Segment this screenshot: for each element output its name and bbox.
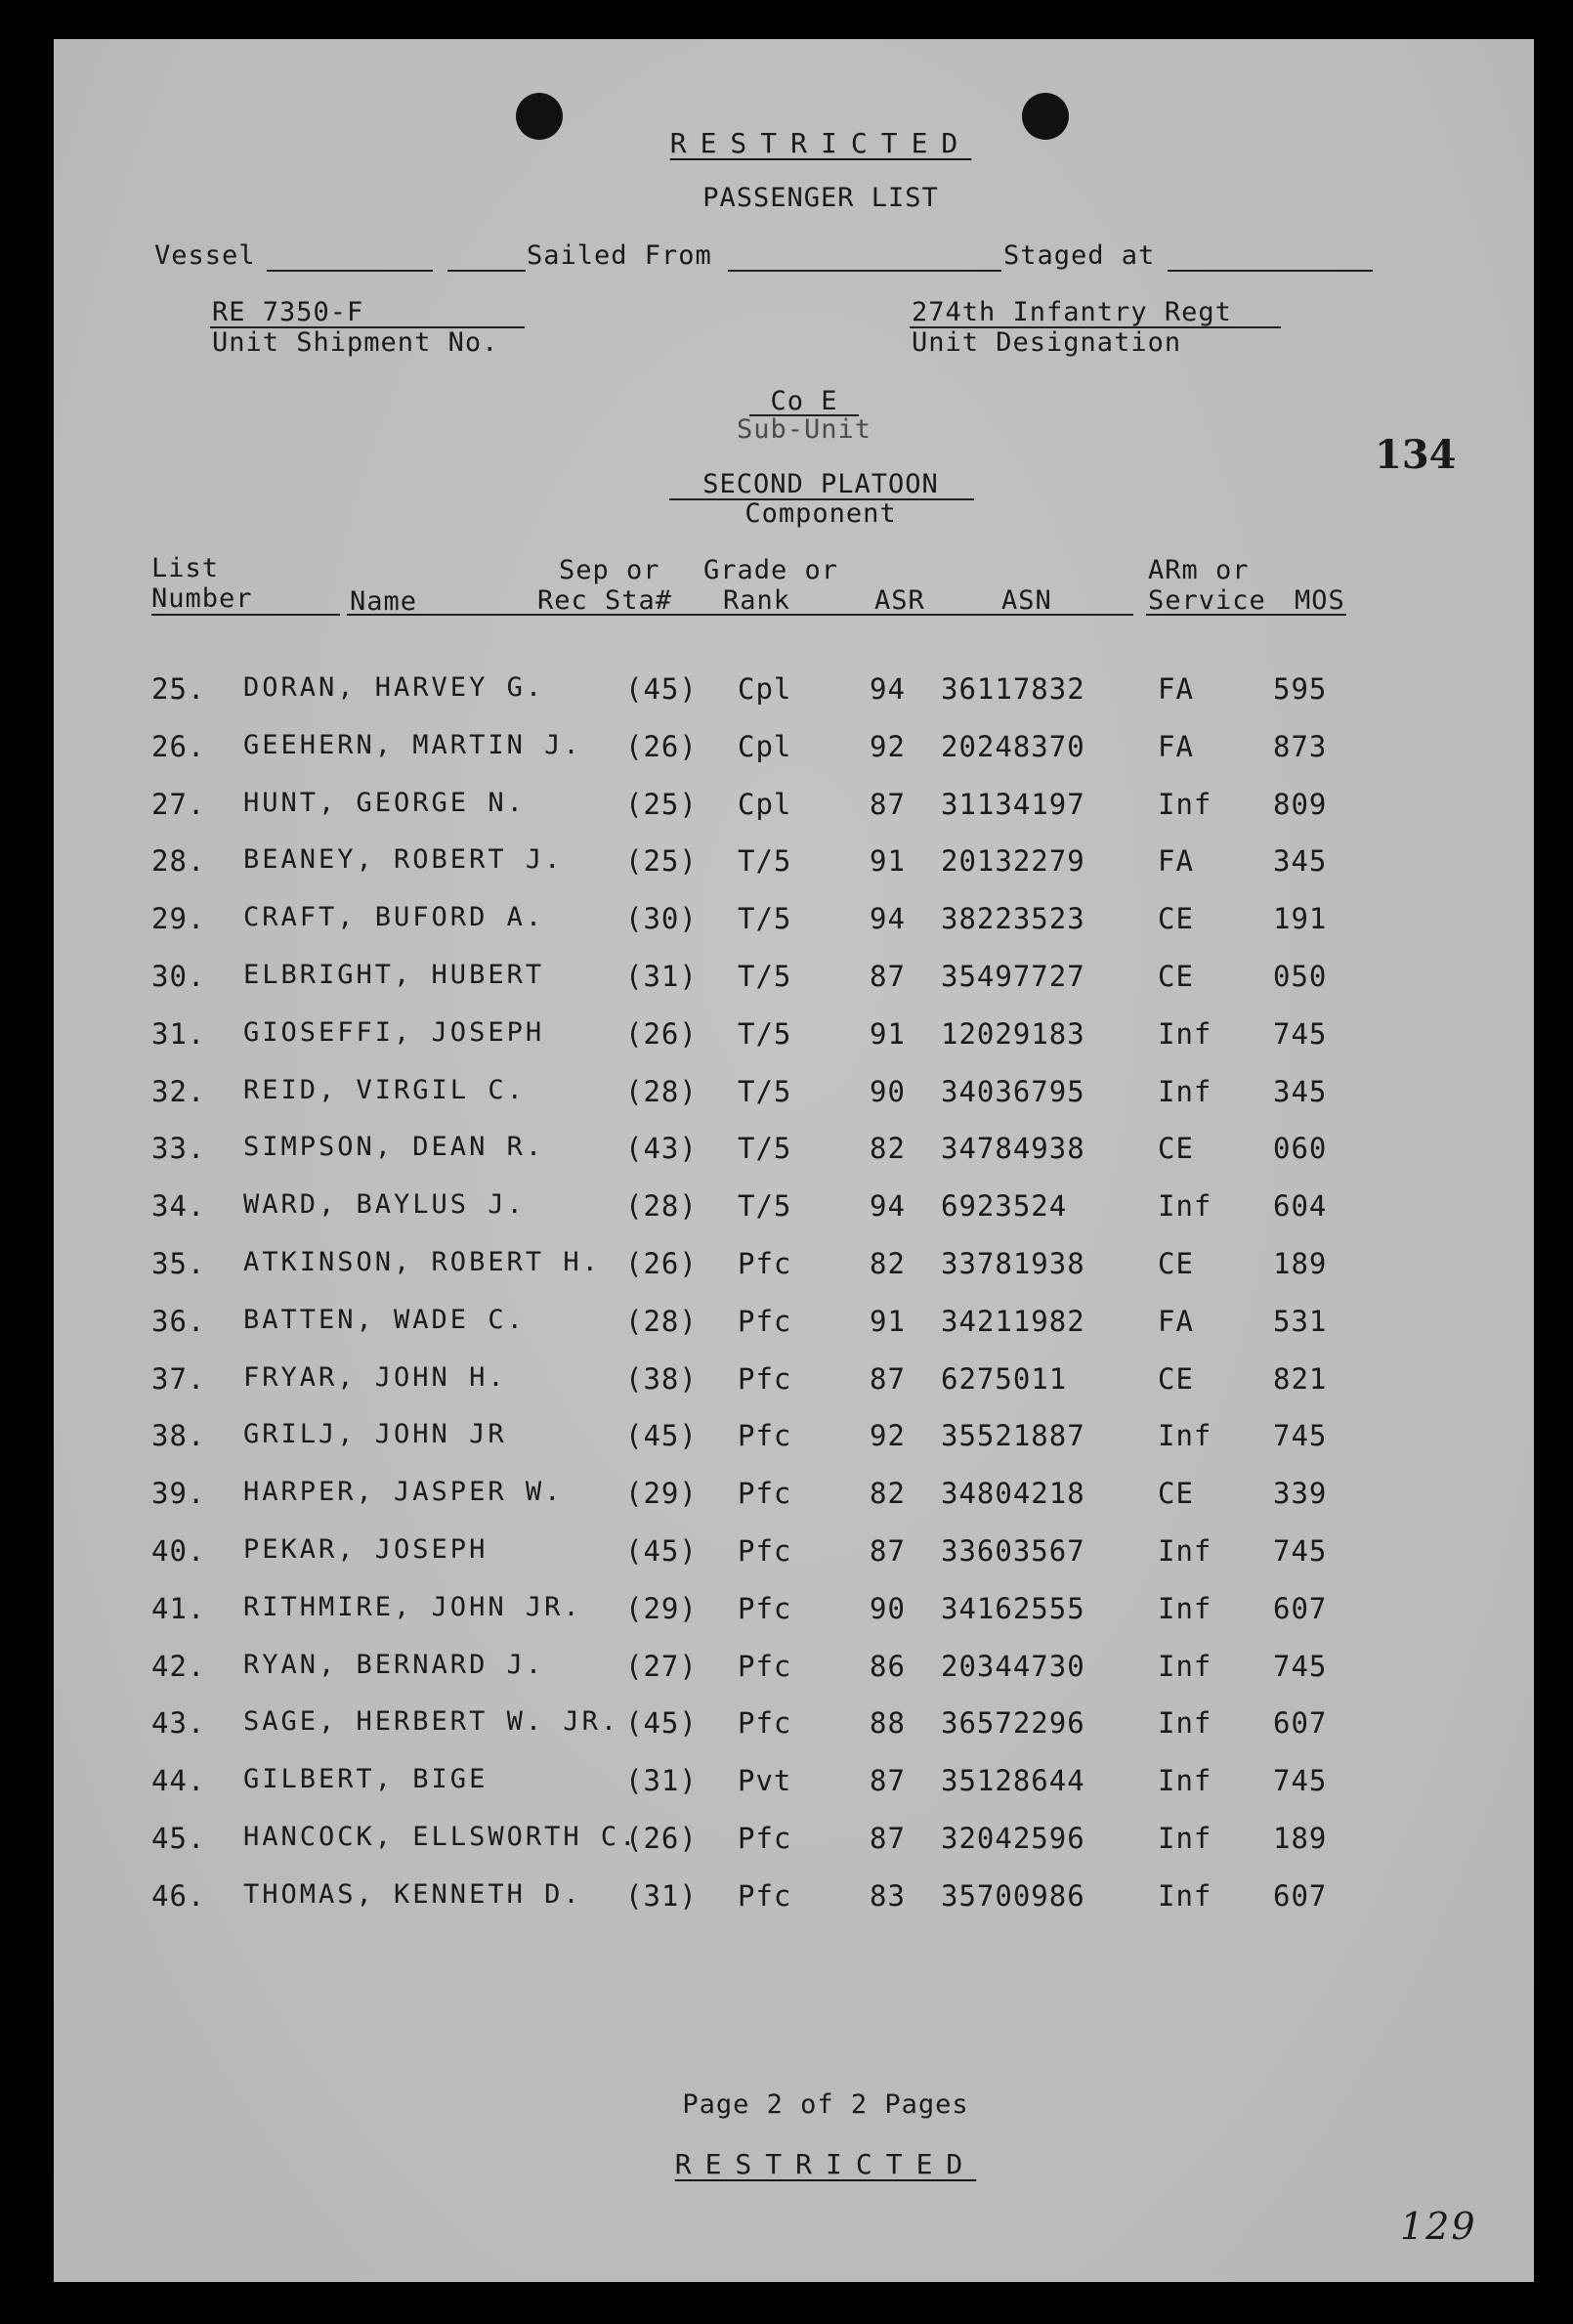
cell-asn: 33603567 [941,1533,1085,1568]
cell-num: 35. [151,1246,206,1280]
cell-asn: 33781938 [941,1246,1085,1280]
cell-arm: Inf [1158,1649,1212,1683]
cell-name: ELBRIGHT, HUBERT [243,959,545,990]
cell-mos: 745 [1273,1764,1328,1798]
table-row [54,902,1534,960]
col-header-number: Number [151,583,253,614]
col-header-grade: Grade or [703,555,839,585]
cell-sep: (28) [625,1189,698,1224]
cell-arm: Inf [1158,1878,1212,1913]
cell-arm: FA [1158,1304,1194,1338]
staged-at-label: Staged at [1003,240,1156,271]
cell-arm: Inf [1158,1016,1212,1051]
cell-num: 28. [151,844,206,879]
cell-mos: 821 [1273,1361,1328,1396]
cell-sep: (45) [625,672,698,706]
cell-num: 25. [151,672,206,706]
cell-mos: 604 [1273,1189,1328,1224]
cell-grade: Pfc [738,1246,792,1280]
cell-num: 39. [151,1477,206,1511]
punch-hole-left [516,93,563,140]
cell-grade: T/5 [738,844,792,879]
unit-designation-label: Unit Designation [912,327,1182,358]
col-header-sep: Sep or [559,555,660,585]
vessel-blank [267,270,433,272]
cell-name: GIOSEFFI, JOSEPH [243,1016,545,1048]
cell-asr: 91 [870,1304,906,1338]
cell-arm: FA [1158,844,1194,879]
cell-sep: (26) [625,1016,698,1051]
page-info: Page 2 of 2 Pages [682,2089,969,2120]
component-label: Component [744,498,897,529]
cell-asr: 82 [870,1246,906,1280]
cell-grade: T/5 [738,959,792,993]
sub-unit-value: Co E [770,386,838,416]
cell-arm: CE [1158,959,1194,993]
cell-num: 40. [151,1533,206,1568]
cell-asr: 87 [870,1764,906,1798]
cell-mos: 339 [1273,1477,1328,1511]
header-rule-1 [151,614,340,616]
cell-grade: Pfc [738,1591,792,1625]
cell-name: RYAN, BERNARD J. [243,1649,545,1680]
table-row [54,672,1534,730]
unit-shipment-label: Unit Shipment No. [212,327,499,358]
cell-arm: CE [1158,902,1194,936]
cell-asr: 90 [870,1074,906,1108]
cell-num: 27. [151,787,206,821]
cell-arm: CE [1158,1132,1194,1166]
cell-name: REID, VIRGIL C. [243,1074,526,1105]
cell-grade: Cpl [738,787,792,821]
cell-grade: Pfc [738,1361,792,1396]
cell-mos: 745 [1273,1419,1328,1453]
cell-sep: (26) [625,1821,698,1855]
sailed-from-blank [728,270,1001,272]
cell-asn: 34784938 [941,1132,1085,1166]
cell-grade: T/5 [738,1189,792,1224]
cell-mos: 345 [1273,1074,1328,1108]
cell-name: ATKINSON, ROBERT H. [243,1246,601,1277]
cell-asr: 82 [870,1477,906,1511]
component-value: SECOND PLATOON [702,469,939,499]
cell-grade: Pfc [738,1477,792,1511]
cell-grade: Pfc [738,1649,792,1683]
cell-asr: 87 [870,787,906,821]
cell-asn: 32042596 [941,1821,1085,1855]
cell-num: 42. [151,1649,206,1683]
cell-asn: 34162555 [941,1591,1085,1625]
table-row [54,1132,1534,1189]
cell-arm: Inf [1158,1821,1212,1855]
cell-arm: Inf [1158,1764,1212,1798]
cell-asn: 12029183 [941,1016,1085,1051]
table-row [54,730,1534,788]
cell-asr: 87 [870,1533,906,1568]
cell-mos: 189 [1273,1246,1328,1280]
cell-asn: 31134197 [941,787,1085,821]
cell-num: 38. [151,1419,206,1453]
table-row [54,1017,1534,1075]
cell-sep: (45) [625,1706,698,1741]
cell-sep: (31) [625,1764,698,1798]
sub-unit-label: Sub-Unit [736,414,872,445]
col-header-arm: ARm or [1148,555,1250,585]
passenger-table [54,672,1534,1937]
cell-arm: Inf [1158,1419,1212,1453]
table-row [54,1822,1534,1879]
table-row [54,788,1534,845]
cell-asn: 20248370 [941,729,1085,763]
table-row [54,1075,1534,1133]
cell-asn: 6275011 [941,1361,1068,1396]
table-row [54,1706,1534,1764]
col-header-rec-sta: Rec Sta# [537,585,673,616]
cell-mos: 873 [1273,729,1328,763]
cell-sep: (31) [625,1878,698,1913]
cell-grade: T/5 [738,1074,792,1108]
cell-arm: FA [1158,729,1194,763]
table-row [54,1764,1534,1822]
cell-grade: Cpl [738,672,792,706]
table-row [54,1189,1534,1247]
table-row [54,1592,1534,1650]
header-rule-2 [347,614,1133,616]
cell-asn: 35497727 [941,959,1085,993]
cell-num: 31. [151,1016,206,1051]
cell-grade: Cpl [738,729,792,763]
cell-mos: 745 [1273,1649,1328,1683]
staged-at-blank [1168,270,1373,272]
sailed-from-label: Sailed From [527,240,712,271]
cell-name: SAGE, HERBERT W. JR. [243,1706,620,1738]
punch-hole-right [1022,93,1069,140]
cell-name: CRAFT, BUFORD A. [243,902,545,933]
restricted-header: RESTRICTED [669,127,972,159]
cell-asn: 38223523 [941,902,1085,936]
cell-arm: CE [1158,1477,1194,1511]
cell-sep: (25) [625,844,698,879]
cell-mos: 189 [1273,1821,1328,1855]
cell-num: 32. [151,1074,206,1108]
cell-asr: 92 [870,1419,906,1453]
cell-name: THOMAS, KENNETH D. [243,1878,582,1910]
cell-sep: (26) [625,729,698,763]
cell-name: DORAN, HARVEY G. [243,672,545,703]
cell-sep: (30) [625,902,698,936]
cell-num: 34. [151,1189,206,1224]
cell-name: GEEHERN, MARTIN J. [243,729,582,760]
cell-grade: Pvt [738,1764,792,1798]
cell-asn: 35128644 [941,1764,1085,1798]
cell-mos: 745 [1273,1533,1328,1568]
cell-asr: 92 [870,729,906,763]
table-row [54,960,1534,1017]
cell-num: 36. [151,1304,206,1338]
cell-num: 26. [151,729,206,763]
cell-arm: Inf [1158,1074,1212,1108]
cell-arm: Inf [1158,787,1212,821]
cell-name: RITHMIRE, JOHN JR. [243,1591,582,1622]
cell-mos: 607 [1273,1591,1328,1625]
cell-name: HANCOCK, ELLSWORTH C. [243,1821,639,1852]
cell-arm: FA [1158,672,1194,706]
cell-name: PEKAR, JOSEPH [243,1533,489,1565]
header-rule-3 [1146,614,1346,616]
cell-grade: T/5 [738,1016,792,1051]
col-header-rank: Rank [723,585,791,616]
document-title: PASSENGER LIST [702,183,939,213]
cell-grade: T/5 [738,1132,792,1166]
col-header-asr: ASR [874,585,925,616]
cell-asr: 86 [870,1649,906,1683]
cell-num: 30. [151,959,206,993]
table-row [54,1419,1534,1477]
table-row [54,844,1534,902]
cell-sep: (28) [625,1304,698,1338]
cell-asn: 35521887 [941,1419,1085,1453]
cell-name: GILBERT, BIGE [243,1764,489,1795]
cell-arm: Inf [1158,1706,1212,1741]
cell-arm: Inf [1158,1591,1212,1625]
cell-asn: 36572296 [941,1706,1085,1741]
cell-name: HARPER, JASPER W. [243,1477,564,1508]
cell-asn: 34036795 [941,1074,1085,1108]
unit-designation-value: 274th Infantry Regt [912,297,1232,327]
unit-shipment-value: RE 7350-F [212,297,364,327]
cell-asr: 83 [870,1878,906,1913]
cell-mos: 050 [1273,959,1328,993]
cell-mos: 809 [1273,787,1328,821]
col-header-asn: ASN [1001,585,1052,616]
cell-asr: 88 [870,1706,906,1741]
cell-asr: 91 [870,844,906,879]
cell-arm: Inf [1158,1189,1212,1224]
cell-mos: 345 [1273,844,1328,879]
document-sheet [54,39,1534,2282]
cell-name: SIMPSON, DEAN R. [243,1132,545,1163]
cell-asr: 87 [870,1361,906,1396]
cell-grade: Pfc [738,1419,792,1453]
cell-sep: (29) [625,1591,698,1625]
cell-grade: Pfc [738,1304,792,1338]
cell-name: GRILJ, JOHN JR [243,1419,507,1450]
cell-num: 44. [151,1764,206,1798]
cell-num: 37. [151,1361,206,1396]
cell-mos: 607 [1273,1706,1328,1741]
cell-asn: 20344730 [941,1649,1085,1683]
cell-mos: 607 [1273,1878,1328,1913]
cell-asr: 91 [870,1016,906,1051]
cell-sep: (27) [625,1649,698,1683]
col-header-list: List [151,553,220,583]
col-header-name: Name [350,586,418,617]
cell-asr: 87 [870,959,906,993]
cell-num: 46. [151,1878,206,1913]
cell-mos: 060 [1273,1132,1328,1166]
cell-asn: 34211982 [941,1304,1085,1338]
cell-num: 29. [151,902,206,936]
cell-grade: Pfc [738,1878,792,1913]
restricted-footer: RESTRICTED [674,2148,977,2180]
table-row [54,1305,1534,1362]
cell-sep: (45) [625,1419,698,1453]
cell-mos: 191 [1273,902,1328,936]
cell-grade: T/5 [738,902,792,936]
cell-sep: (31) [625,959,698,993]
cell-asr: 90 [870,1591,906,1625]
table-row [54,1650,1534,1707]
cell-sep: (28) [625,1074,698,1108]
table-row [54,1247,1534,1305]
cell-mos: 745 [1273,1016,1328,1051]
cell-name: BATTEN, WADE C. [243,1304,526,1335]
cell-grade: Pfc [738,1706,792,1741]
table-row [54,1362,1534,1420]
cell-name: WARD, BAYLUS J. [243,1189,526,1221]
cell-asr: 94 [870,672,906,706]
cell-sep: (29) [625,1477,698,1511]
cell-name: BEANEY, ROBERT J. [243,844,564,876]
cell-grade: Pfc [738,1821,792,1855]
cell-arm: CE [1158,1361,1194,1396]
cell-num: 43. [151,1706,206,1741]
cell-sep: (26) [625,1246,698,1280]
vessel-blank-2 [447,270,526,272]
cell-asn: 34804218 [941,1477,1085,1511]
cell-mos: 531 [1273,1304,1328,1338]
handwritten-number: 129 [1400,2205,1477,2248]
cell-asn: 20132279 [941,844,1085,879]
vessel-label: Vessel [154,240,256,271]
cell-num: 41. [151,1591,206,1625]
table-row [54,1477,1534,1534]
cell-sep: (43) [625,1132,698,1166]
col-header-service: Service [1148,585,1266,616]
cell-asr: 82 [870,1132,906,1166]
cell-arm: CE [1158,1246,1194,1280]
cell-num: 45. [151,1821,206,1855]
cell-sep: (38) [625,1361,698,1396]
cell-asn: 35700986 [941,1878,1085,1913]
page-stamp-number: 134 [1375,432,1457,478]
table-row [54,1879,1534,1937]
cell-name: HUNT, GEORGE N. [243,787,526,818]
cell-name: FRYAR, JOHN H. [243,1361,507,1393]
cell-arm: Inf [1158,1533,1212,1568]
cell-asr: 94 [870,902,906,936]
table-row [54,1534,1534,1592]
cell-asn: 6923524 [941,1189,1068,1224]
cell-asr: 87 [870,1821,906,1855]
cell-asn: 36117832 [941,672,1085,706]
col-header-mos: MOS [1295,585,1345,616]
cell-num: 33. [151,1132,206,1166]
cell-mos: 595 [1273,672,1328,706]
cell-grade: Pfc [738,1533,792,1568]
cell-asr: 94 [870,1189,906,1224]
cell-sep: (25) [625,787,698,821]
cell-sep: (45) [625,1533,698,1568]
